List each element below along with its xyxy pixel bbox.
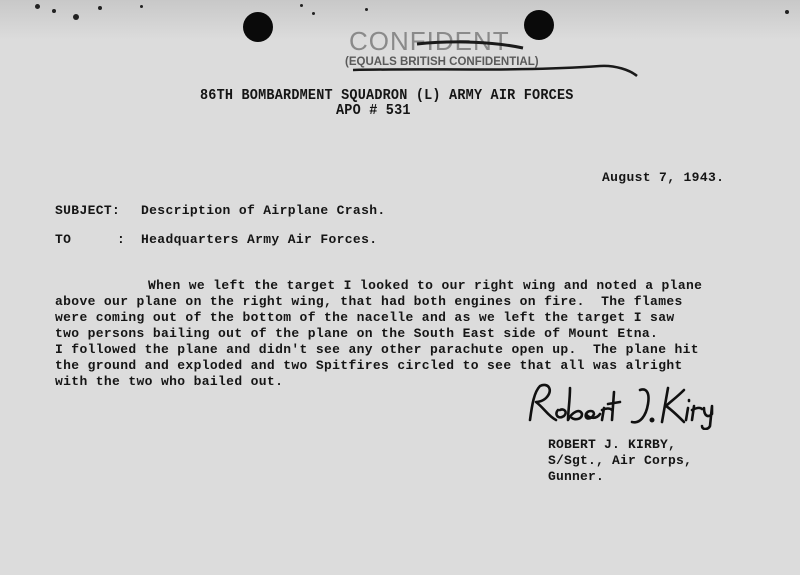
dust-speck xyxy=(52,9,56,13)
subject-text: Description of Airplane Crash. xyxy=(141,203,386,218)
signer-role: Gunner. xyxy=(548,469,605,484)
to-colon: : xyxy=(117,232,126,247)
stamp-sub-text: (EQUALS BRITISH CONFIDENTIAL) xyxy=(345,56,539,68)
dust-speck xyxy=(35,4,40,9)
stamp-main-text: CONFIDENT xyxy=(349,26,510,56)
body-line-5: I followed the plane and didn't see any other parachute open up. The plane hit xyxy=(55,342,699,357)
signer-rank: S/Sgt., Air Corps, xyxy=(548,453,693,468)
body-line-3: were coming out of the bottom of the nacelle and as we left the target I saw xyxy=(55,310,675,325)
letter-date: August 7, 1943. xyxy=(602,170,725,185)
unit-heading: 86TH BOMBARDMENT SQUADRON (L) ARMY AIR FORCES xyxy=(200,88,574,105)
dust-speck xyxy=(140,5,143,8)
subject-label: SUBJECT: xyxy=(55,203,121,218)
to-label: TO xyxy=(55,232,72,247)
dust-speck xyxy=(73,14,79,20)
handwritten-signature xyxy=(522,380,722,430)
body-line-4: two persons bailing out of the plane on the South East side of Mount Etna. xyxy=(55,326,659,341)
confidential-stamp xyxy=(345,18,645,88)
signer-name: ROBERT J. KIRBY, xyxy=(548,437,677,452)
apo-line: APO # 531 xyxy=(336,103,411,120)
dust-speck xyxy=(785,10,789,14)
dust-speck xyxy=(98,6,102,10)
body-line-7: with the two who bailed out. xyxy=(55,374,284,389)
dust-speck xyxy=(300,4,303,7)
body-line-6: the ground and exploded and two Spitfires circled to see that all was alright xyxy=(55,358,683,373)
to-text: Headquarters Army Air Forces. xyxy=(141,232,378,247)
dust-speck xyxy=(312,12,315,15)
punch-hole-left xyxy=(243,12,273,42)
stamp-strike-lines xyxy=(345,18,645,88)
body-line-2: above our plane on the right wing, that had both engines on fire. The flames xyxy=(55,294,683,309)
dust-speck xyxy=(365,8,368,11)
body-line-1: When we left the target I looked to our right wing and noted a plane xyxy=(148,278,703,293)
